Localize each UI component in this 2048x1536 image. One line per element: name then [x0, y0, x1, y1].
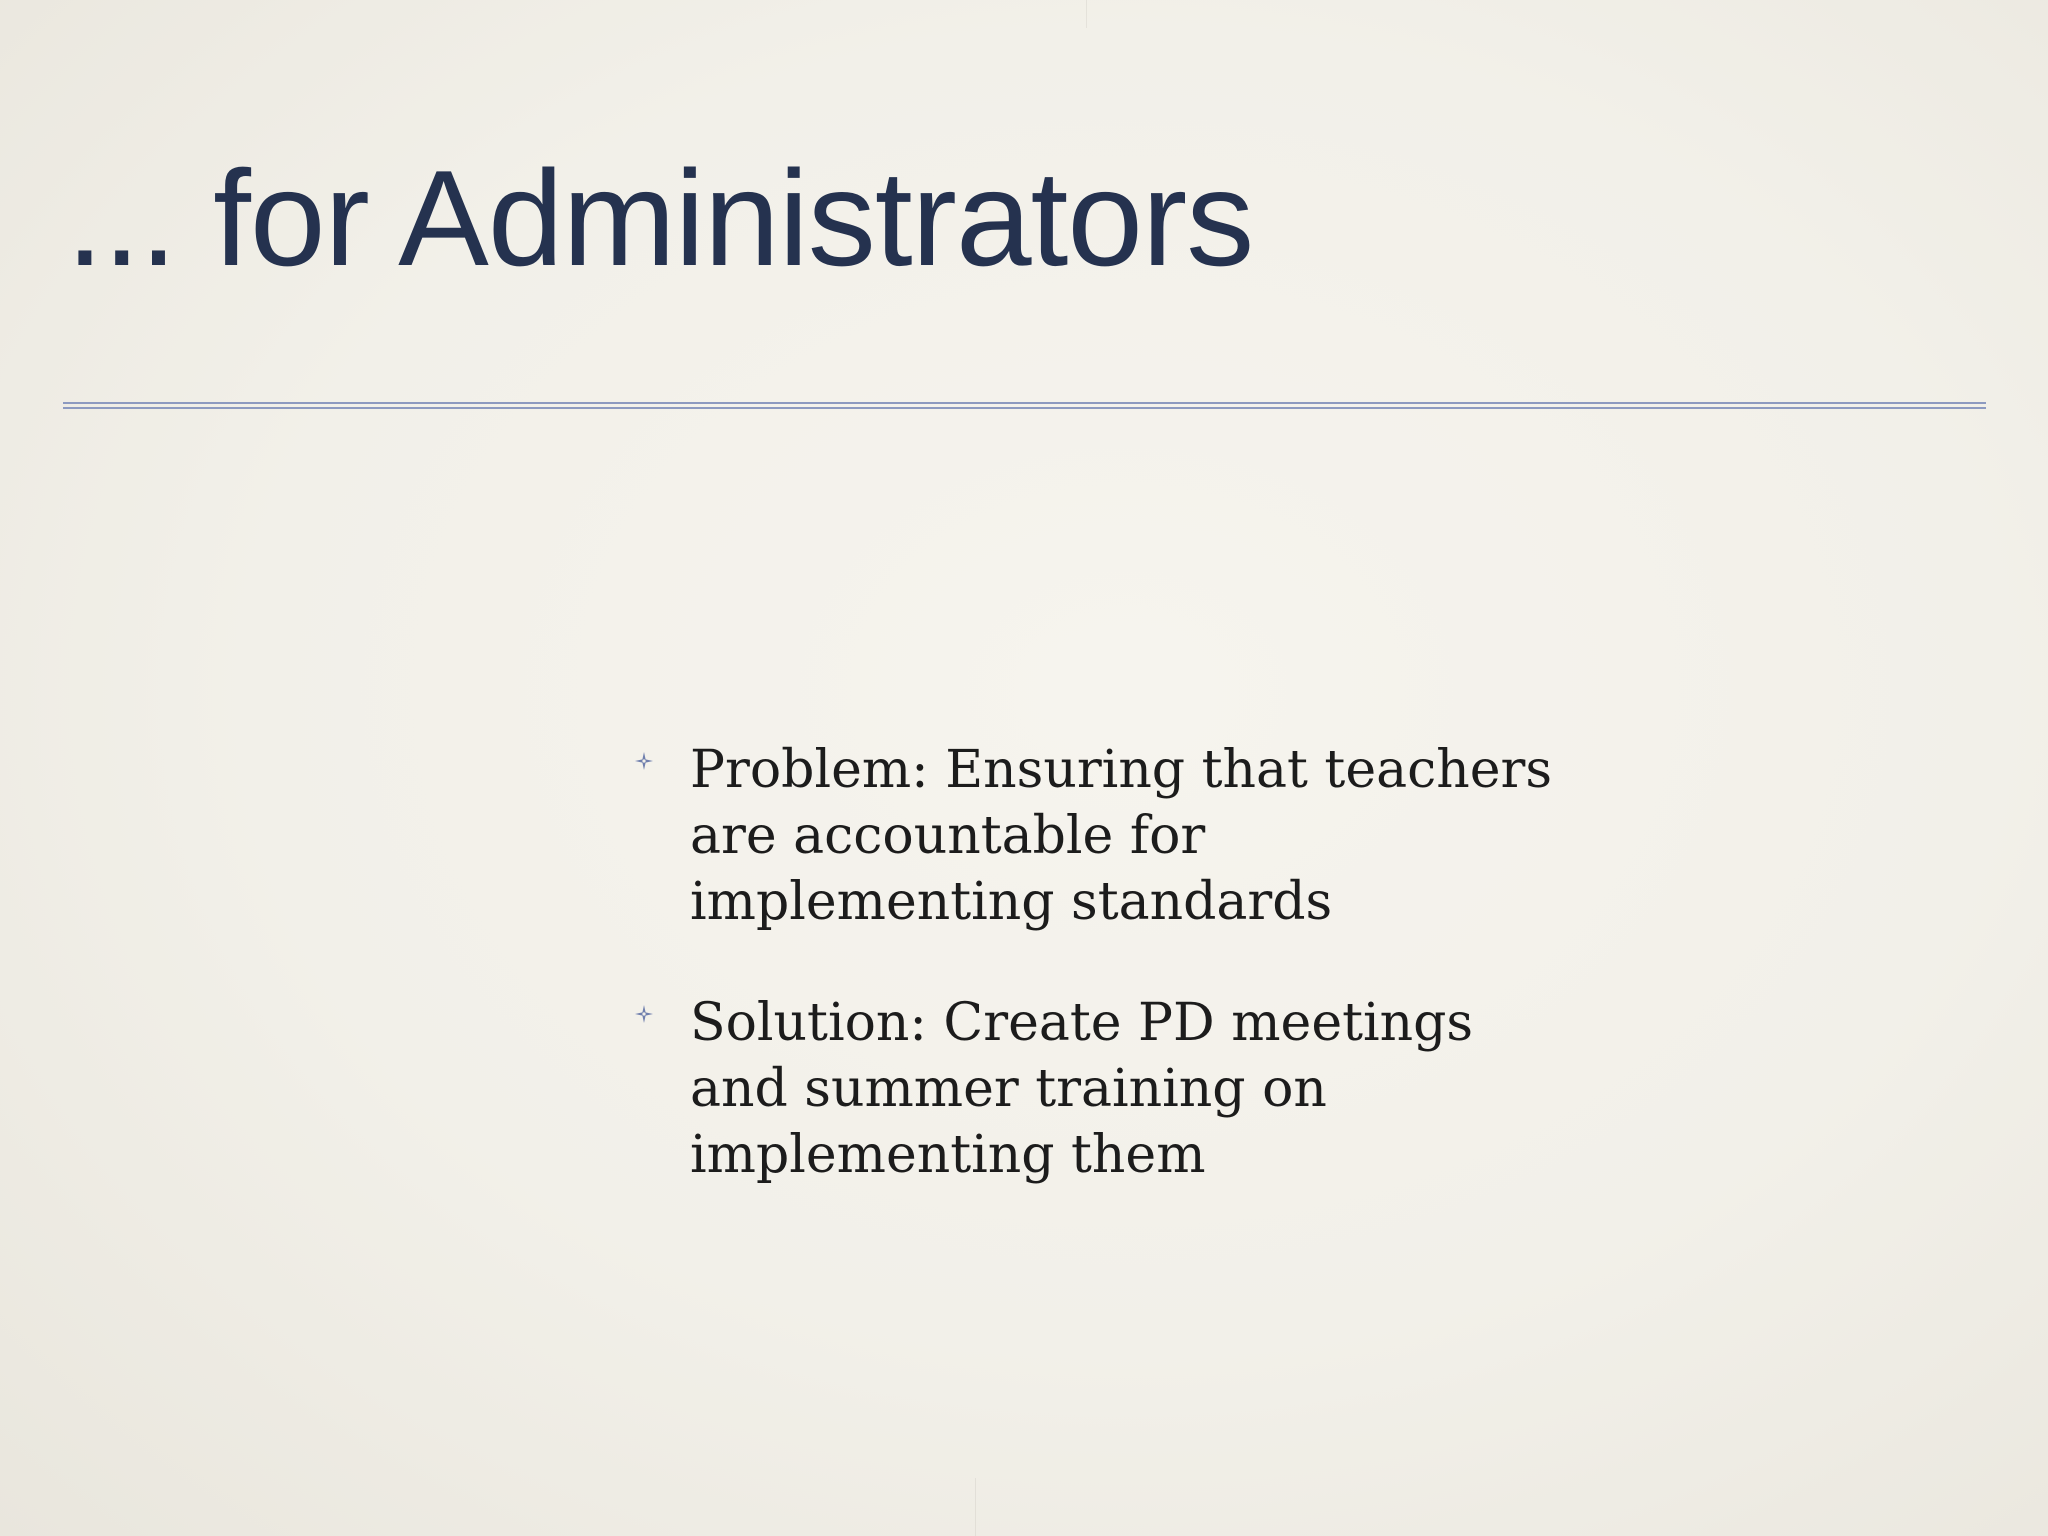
bullet-text: Solution: Create PD meetings and summer training on implementing them [690, 993, 1474, 1185]
title-divider [63, 402, 1986, 409]
bullet-item [630, 990, 1590, 1188]
paper-crease [975, 1478, 976, 1536]
paper-crease [1086, 0, 1087, 28]
bullet-list [630, 737, 1590, 1243]
bullet-item [630, 737, 1590, 935]
divider-line [63, 407, 1986, 409]
slide-title: ... for Administrators [66, 142, 1254, 294]
divider-line [63, 402, 1986, 404]
four-point-star-icon [634, 1004, 654, 1024]
four-point-star-icon [634, 751, 654, 771]
bullet-text: Problem: Ensuring that teachers are accountable for implementing standards [690, 740, 1553, 932]
